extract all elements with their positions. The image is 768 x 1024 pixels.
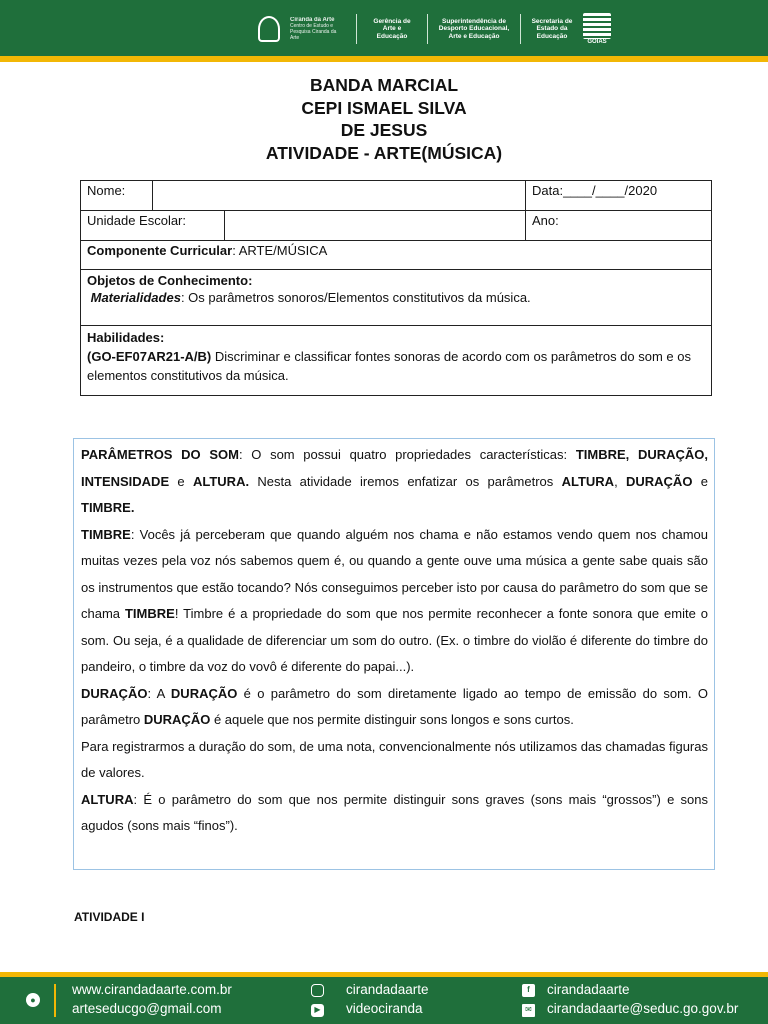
site-link[interactable]: www.cirandadaarte.com.br xyxy=(72,982,232,997)
facebook-link[interactable]: cirandadaarte xyxy=(547,982,630,997)
table-row xyxy=(81,181,711,211)
title-line: BANDA MARCIAL xyxy=(309,75,459,95)
habilidade-text: Discriminar e classificar fontes sonoras de acordo com os parâmetros do som e os elementos constitutivos da música. xyxy=(87,349,691,383)
footer-divider xyxy=(54,984,56,1017)
unidade-label: Unidade Escolar: xyxy=(81,211,225,240)
paragraph-duracao: DURAÇÃO: A DURAÇÃO é o parâmetro do som diretamente ligado ao tempo de emissão do som. O parâmetro DURAÇÃO é aquele que nos permite distinguir sons longos e sons curtos. xyxy=(81,685,708,727)
secretaria-logo: Secretaria de Estado da Educação xyxy=(531,17,573,40)
ciranda-logo-subtitle: Centro de Estudo e Pesquisa Ciranda da Arte xyxy=(290,23,337,41)
paragraph-timbre: TIMBRE: Vocês já perceberam que quando alguém nos chama e não estamos vendo quem nos chamou muitas vezes pela voz nós sabemos quem é, ou quando a gente ouve uma música a gente sabe quais são os instrumentos que estão tocando? Nós conseguimos perceber isto por causa do parâmetro do som que se chama TIMBRE! Timbre é a propriedade do som que nos permite reconhecer a fonte sonora que emite o som. Ou seja, é a qualidade de diferenciar um som do outro. (Ex. o timbre do violão é diferente do timbre do pandeiro, o timbre da voz do vovô é diferente do papai...). xyxy=(81,526,708,674)
ciranda-logo-icon xyxy=(258,16,280,42)
title-line: DE JESUS xyxy=(340,120,428,140)
gerencia-logo: Gerência de Arte e Educação xyxy=(373,17,411,40)
logo-divider xyxy=(427,14,428,44)
footer-bar xyxy=(0,977,768,1024)
content-textbox xyxy=(73,438,715,870)
ciranda-logo-name: Ciranda da Arte xyxy=(290,17,335,23)
mail-icon: ✉ xyxy=(522,1004,535,1017)
logo-divider xyxy=(356,14,357,44)
youtube-link[interactable]: videociranda xyxy=(346,1001,423,1016)
nome-field[interactable] xyxy=(153,181,526,210)
componente-label: Componente Curricular xyxy=(87,243,233,258)
superintendencia-logo: Superintendência de Desporto Educacional, Arte e Educação xyxy=(438,17,510,40)
instagram-link[interactable]: cirandadaarte xyxy=(346,982,429,997)
logo-divider xyxy=(520,14,521,44)
title-line: ATIVIDADE - ARTE(MÚSICA) xyxy=(265,142,503,163)
header-stripe xyxy=(0,56,768,62)
goias-logo-text: GOIÁS xyxy=(587,39,607,45)
header-logos xyxy=(258,10,611,48)
goias-flag-icon xyxy=(583,13,611,39)
table-row xyxy=(81,326,711,395)
youtube-icon: ▶ xyxy=(311,1004,324,1017)
paragraph-altura: ALTURA: É o parâmetro do som que nos permite distinguir sons graves (sons mais “grossos”) e sons agudos (sons mais “finos”). xyxy=(81,791,708,833)
ciranda-footer-icon: ● xyxy=(26,993,40,1007)
email2-link[interactable]: cirandadaarte@seduc.go.gov.br xyxy=(547,1001,739,1016)
objetos-label: Objetos de Conhecimento: xyxy=(87,273,253,288)
atividade-heading: ATIVIDADE I xyxy=(74,910,145,924)
habilidades xyxy=(81,326,711,395)
instagram-icon xyxy=(311,984,324,997)
facebook-icon: f xyxy=(522,984,535,997)
materialidades-value: : Os parâmetros sonoros/Elementos constitutivos da música. xyxy=(180,290,531,305)
data-field[interactable]: Data:____/____/2020 xyxy=(532,183,658,198)
nome-label: Nome: xyxy=(81,181,153,210)
ano-field[interactable]: Ano: xyxy=(532,213,559,228)
componente-value: : ARTE/MÚSICA xyxy=(232,243,328,258)
unidade-field[interactable] xyxy=(225,211,526,240)
objetos-conhecimento xyxy=(81,270,711,325)
table-row xyxy=(81,241,711,270)
goias-logo xyxy=(583,13,611,45)
componente-curricular xyxy=(81,241,711,269)
table-row xyxy=(81,211,711,241)
table-row xyxy=(81,270,711,326)
email-link[interactable]: arteseducgo@gmail.com xyxy=(72,1001,222,1016)
materialidades-label: Materialidades xyxy=(90,290,181,305)
paragraph-parametros: PARÂMETROS DO SOM: O som possui quatro propriedades características: TIMBRE, DURAÇÃO, INTENSIDADE e ALTURA. Nesta atividade iremos enfatizar os parâmetros ALTURA, DURAÇÃO e TIMBRE. xyxy=(81,447,708,515)
student-info-table xyxy=(80,180,712,396)
document-title xyxy=(0,74,768,164)
title-line: CEPI ISMAEL SILVA xyxy=(301,97,467,118)
habilidades-label: Habilidades: xyxy=(87,330,165,345)
header-bar xyxy=(0,0,768,56)
habilidade-code: (GO-EF07AR21-A/B) xyxy=(87,349,212,364)
paragraph-figuras: Para registrarmos a duração do som, de uma nota, convencionalmente nós utilizamos das chamadas figuras de valores. xyxy=(81,738,708,780)
